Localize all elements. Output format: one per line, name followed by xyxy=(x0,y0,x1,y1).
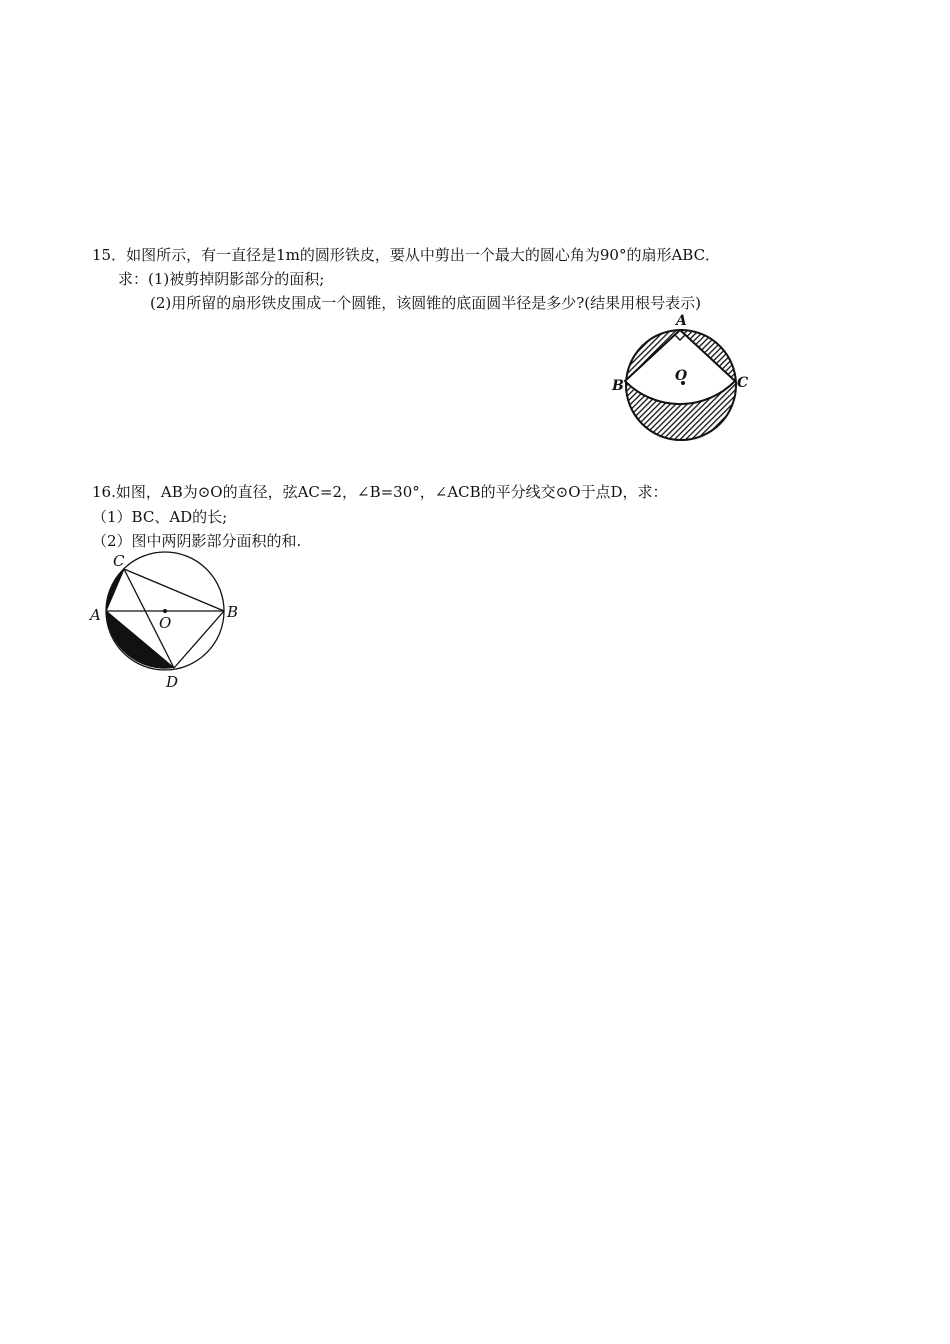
q16-part1: （1）BC、AD的长; xyxy=(92,508,228,526)
q16-part2: （2）图中两阴影部分面积的和. xyxy=(92,532,302,550)
q16-statement: 16.如图，AB为⊙O的直径，弦AC=2，∠B=30°，∠ACB的平分线交⊙O于点D，求： xyxy=(92,483,668,501)
q16-label-d: D xyxy=(166,673,179,691)
q16-chord-ac xyxy=(106,569,124,611)
q16-label-b: B xyxy=(227,603,239,621)
q15-label-a: A xyxy=(676,313,687,329)
q16-label-o: O xyxy=(159,614,172,632)
q15-label-b: B xyxy=(612,378,624,394)
q16-label-a: A xyxy=(90,606,101,624)
q15-figure xyxy=(605,310,755,450)
q15-label-o: O xyxy=(675,368,688,384)
q16-figure xyxy=(85,550,255,695)
q15-part2: (2)用所留的扇形铁皮围成一个圆锥，该圆锥的底面圆半径是多少?(结果用根号表示) xyxy=(150,294,701,312)
q16-center-dot xyxy=(163,609,167,613)
q15-label-c: C xyxy=(737,375,749,391)
q15-statement: 15．如图所示，有一直径是1m的圆形铁皮，要从中剪出一个最大的圆心角为90°的扇形ABC． xyxy=(92,246,721,264)
q16-chord-cb xyxy=(124,569,224,611)
q16-label-c: C xyxy=(113,552,125,570)
q15-part1: 求：(1)被剪掉阴影部分的面积; xyxy=(118,270,325,288)
